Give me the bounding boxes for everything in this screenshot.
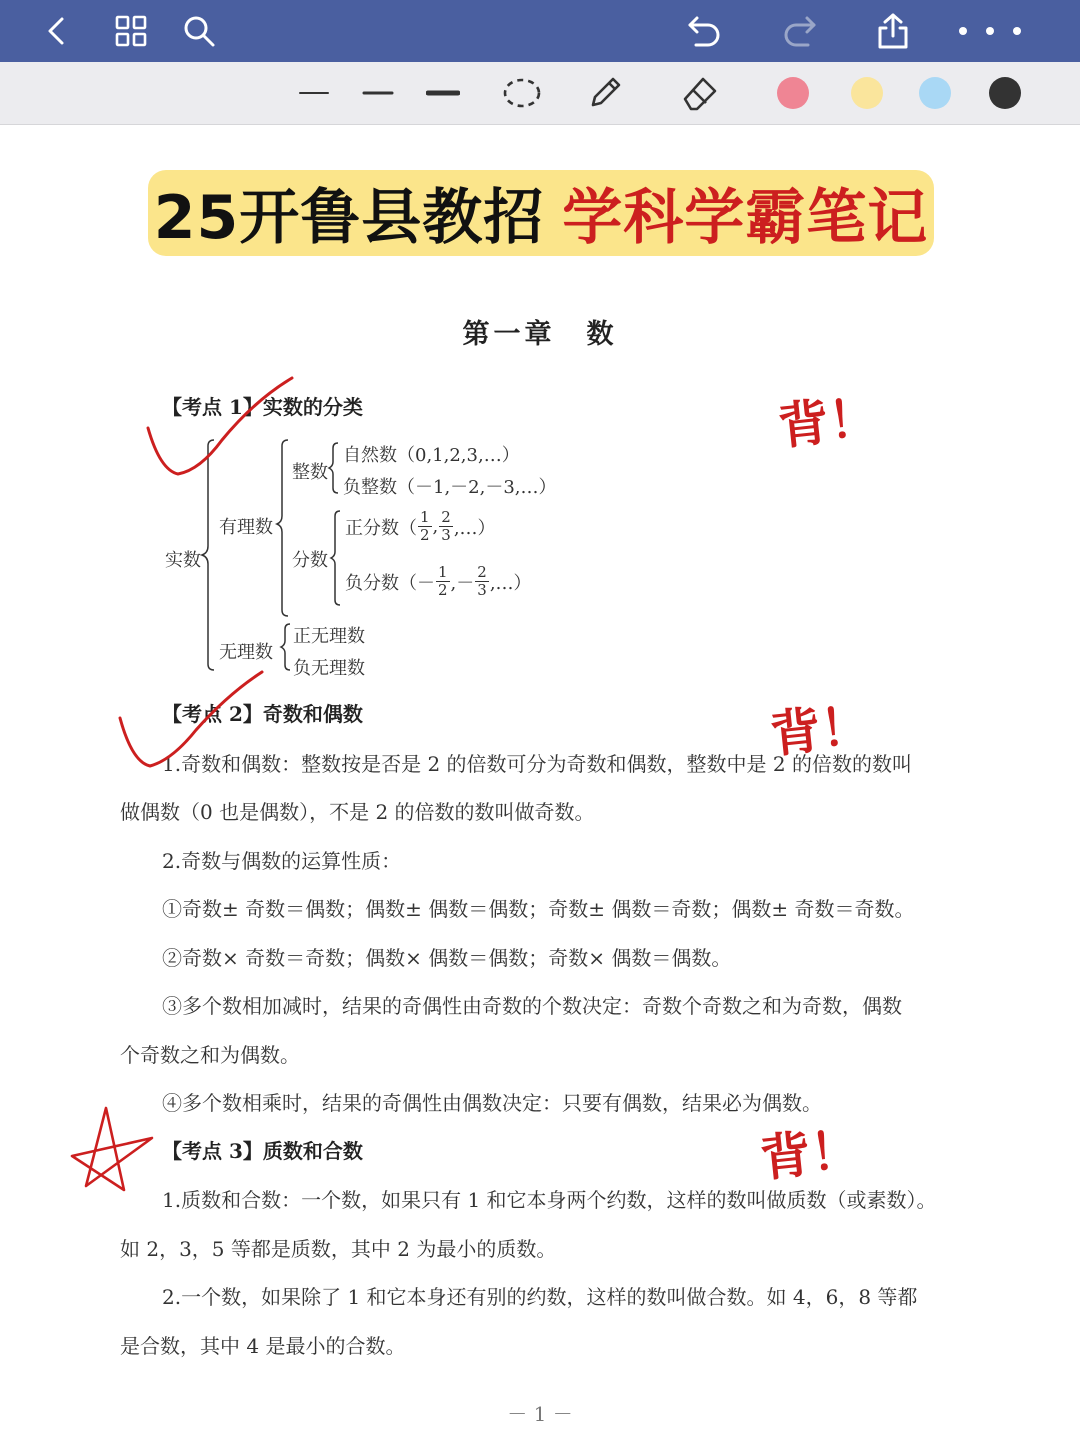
section3-para2-line2: 是合数，其中 4 是最小的合数。	[120, 1334, 406, 1358]
negative-fraction-label: 负分数（－	[345, 572, 435, 594]
memorize-annotation: 背！	[767, 695, 874, 765]
memorize-annotation: 背！	[757, 1119, 864, 1189]
page-number: － 1 －	[507, 1402, 573, 1426]
section2-para1-line2: 做偶数（0 也是偶数），不是 2 的倍数的数叫做奇数。	[120, 800, 595, 824]
section3-para2-line1: 2.一个数，如果除了 1 和它本身还有别的约数，这样的数叫做合数。如 4，6，8 等都	[162, 1285, 918, 1309]
fraction-numerator: 1	[420, 508, 430, 526]
tree-real-number: 实数	[165, 550, 201, 571]
fraction-one-half	[436, 564, 450, 599]
section3-para1-line1: 1.质数和合数：一个数，如果只有 1 和它本身两个约数，这样的数叫做质数（或素数）。	[162, 1188, 937, 1212]
section3-para1-line2: 如 2，3，5 等都是质数，其中 2 为最小的质数。	[120, 1237, 557, 1261]
chapter-title: 第一章 数	[462, 319, 618, 350]
section2-rule-multi-multiply: ④多个数相乘时，结果的奇偶性由偶数决定：只要有偶数，结果必为偶数。	[162, 1091, 822, 1115]
tree-negative-fraction: 负分数（－ $\frac{1}{2}$ ,－ $\frac{2}{3}$ ,…）	[345, 563, 532, 599]
tree-integer: 整数	[292, 462, 328, 483]
positive-fraction-tail: ,…）	[453, 517, 496, 539]
banner-title-black: 25开鲁县教招	[153, 183, 545, 253]
positive-fraction-label: 正分数（	[345, 517, 417, 539]
section2-rule-multi-add-line2: 个奇数之和为偶数。	[120, 1043, 300, 1067]
fraction-denominator: 3	[477, 581, 487, 599]
memorize-annotation: 背！	[775, 387, 882, 457]
tree-positive-irrational: 正无理数	[293, 626, 365, 647]
fraction-denominator: 3	[441, 526, 451, 544]
tree-natural: 自然数（0,1,2,3,…）	[343, 445, 520, 466]
banner-title-red: 学科学霸笔记	[562, 183, 929, 253]
section2-heading: 【考点 2】奇数和偶数	[162, 702, 363, 726]
fraction-denominator: 2	[420, 526, 430, 544]
tree-negative-integer: 负整数（－1,－2,－3,…）	[343, 477, 557, 498]
tree-irrational: 无理数	[219, 642, 273, 663]
section2-rule-multiply: ②奇数× 奇数＝奇数；偶数× 偶数＝偶数；奇数× 偶数＝偶数。	[162, 946, 732, 970]
section2-para2: 2.奇数与偶数的运算性质：	[162, 849, 402, 873]
section2-rule-multi-add-line1: ③多个数相加减时，结果的奇偶性由奇数的个数决定：奇数个奇数之和为奇数，偶数	[162, 994, 902, 1018]
fraction-numerator: 1	[438, 563, 448, 581]
tree-negative-irrational: 负无理数	[293, 658, 365, 679]
fraction-two-thirds	[439, 509, 453, 544]
section3-heading: 【考点 3】质数和合数	[162, 1139, 363, 1163]
fraction-two-thirds	[475, 564, 489, 599]
fraction-denominator: 2	[438, 581, 448, 599]
tree-positive-fraction: 正分数（ $\frac{1}{2}$ , $\frac{2}{3}$ ,…）	[345, 508, 496, 544]
section2-para1-line1: 1.奇数和偶数：整数按是否是 2 的倍数可分为奇数和偶数，整数中是 2 的倍数的数叫	[162, 752, 912, 776]
section1-heading: 【考点 1】实数的分类	[162, 395, 363, 419]
section2-rule-add: ①奇数± 奇数＝偶数；偶数± 偶数＝偶数；奇数± 偶数＝奇数；偶数± 奇数＝奇数。	[162, 897, 915, 921]
tree-rational: 有理数	[219, 517, 273, 538]
fraction-numerator: 2	[441, 508, 451, 526]
fraction-numerator: 2	[477, 563, 487, 581]
fraction-one-half	[418, 509, 432, 544]
tree-fraction: 分数	[292, 550, 328, 571]
negative-fraction-tail: ,…）	[489, 572, 532, 594]
